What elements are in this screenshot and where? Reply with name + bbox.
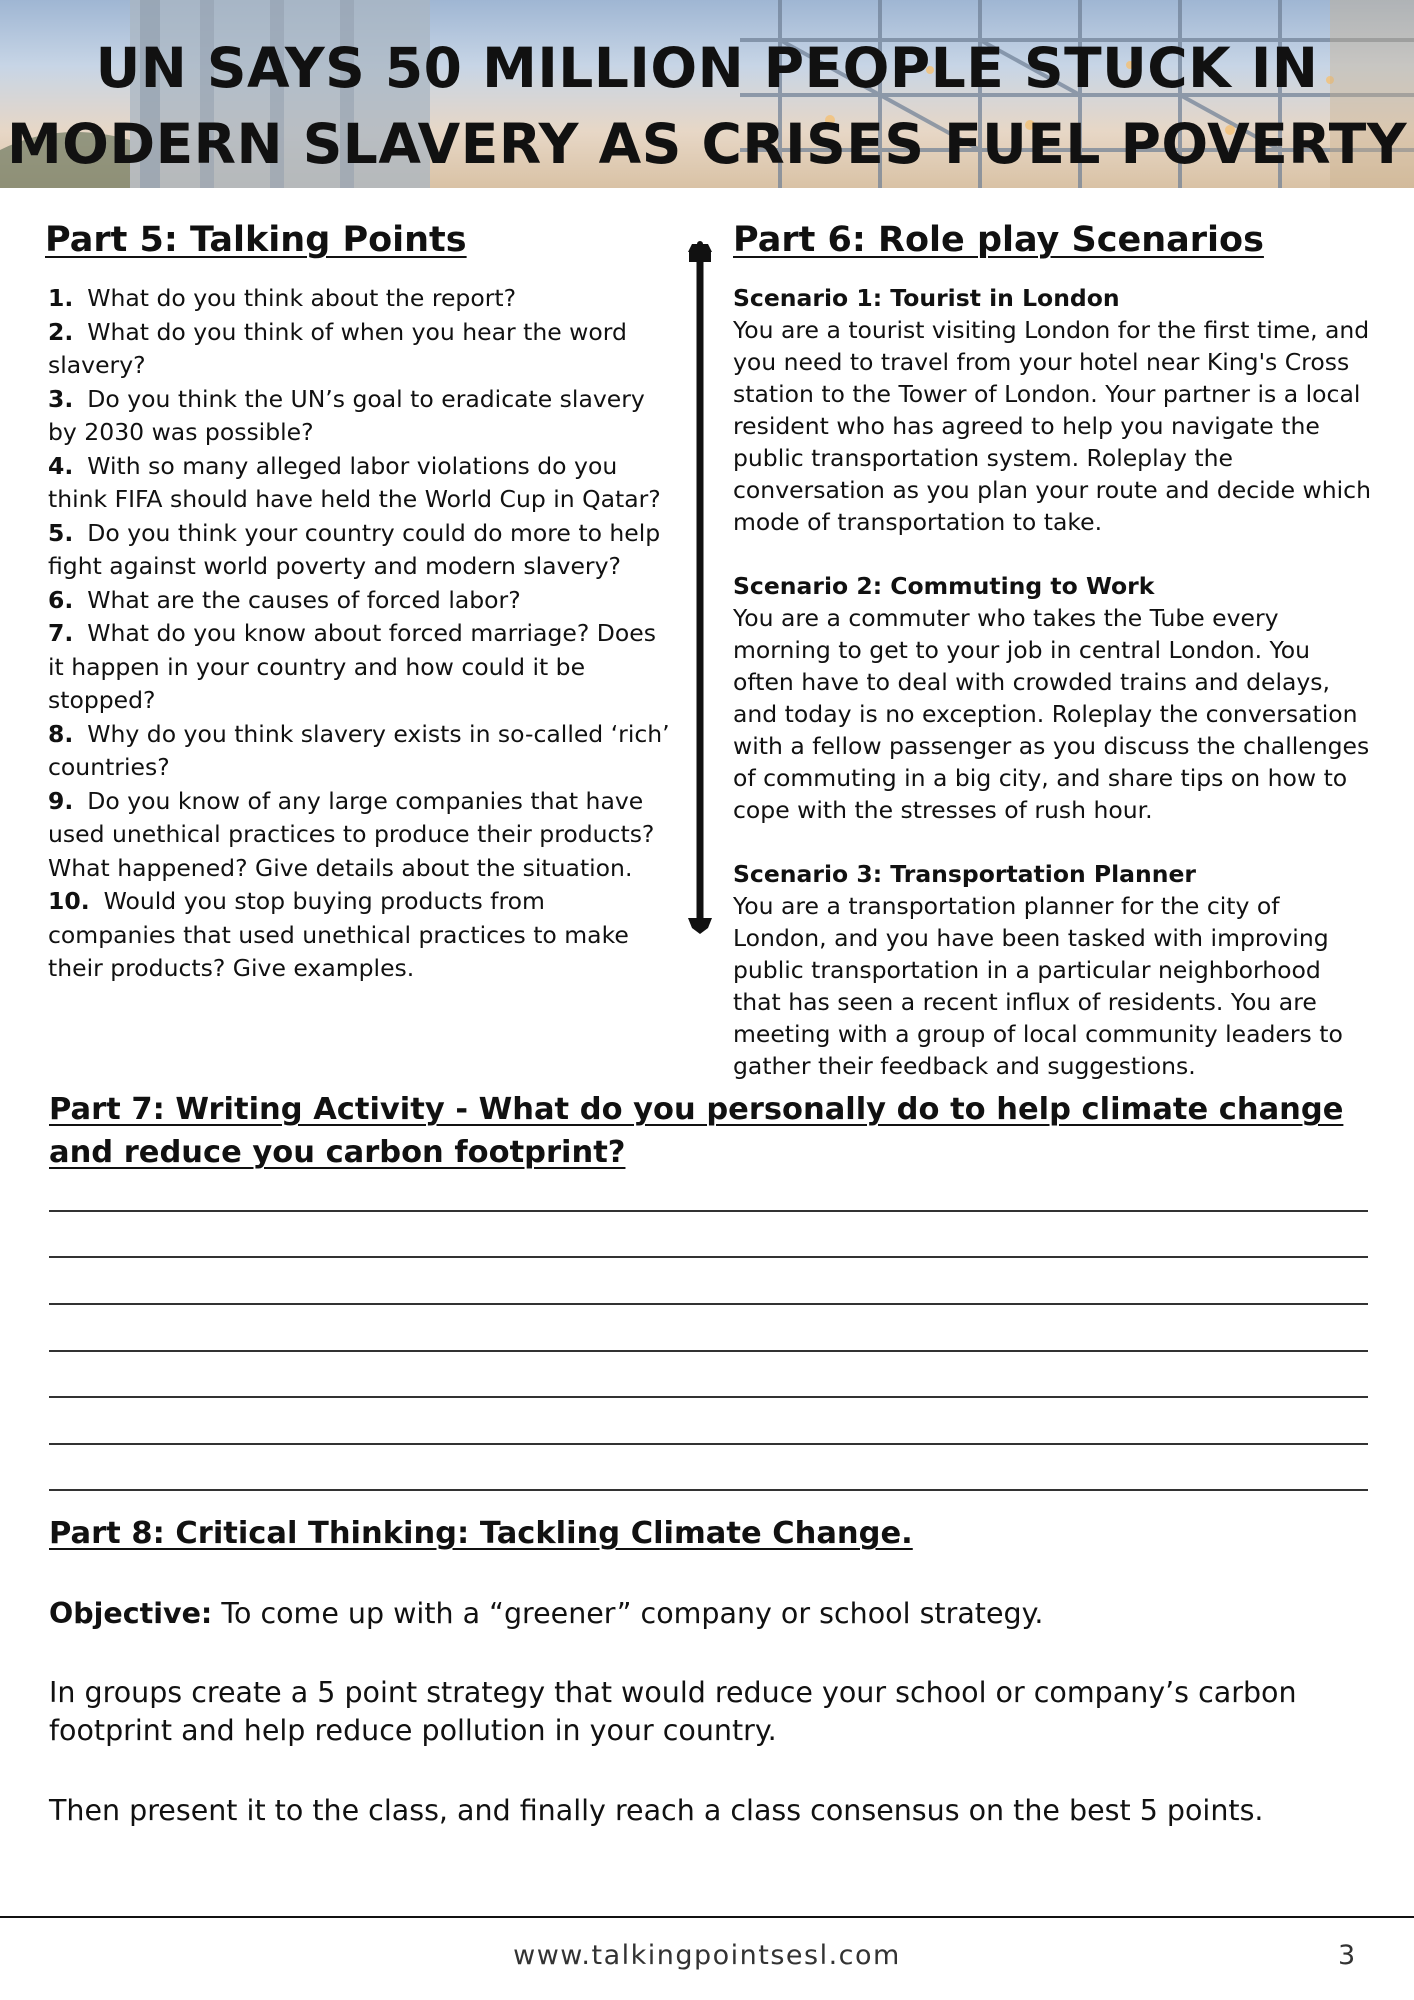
writing-line[interactable] bbox=[49, 1489, 1368, 1491]
page-number: 3 bbox=[1338, 1940, 1356, 1971]
writing-line[interactable] bbox=[49, 1396, 1368, 1398]
part7-heading: Part 7: Writing Activity - What do you personally do to help climate change and reduce you carbon footprint? bbox=[49, 1092, 1344, 1170]
item-text: What do you know about forced marriage? Does it happen in your country and how could it be stopped? bbox=[48, 619, 656, 714]
footer-divider bbox=[0, 1916, 1414, 1918]
list-item bbox=[48, 316, 670, 383]
page-title-line-1: UN SAYS 50 MILLION PEOPLE STUCK IN bbox=[95, 36, 1319, 100]
item-text: Do you think the UN’s goal to eradicate slavery by 2030 was possible? bbox=[48, 384, 645, 446]
writing-line[interactable] bbox=[49, 1210, 1368, 1212]
part5-heading: Part 5: Talking Points bbox=[45, 220, 467, 260]
item-text: With so many alleged labor violations do you think FIFA should have held the World Cup in Qatar? bbox=[48, 451, 661, 513]
scenario-text: You are a commuter who takes the Tube every morning to get to your job in central London. You often have to deal with crowded trains and delays, and today is no exception. Roleplay the conversation with a fellow passenger as you discuss the challenges of commuting in a big city, and share tips on how to cope with the stresses of rush hour. bbox=[733, 604, 1370, 824]
roleplay-scenarios bbox=[733, 282, 1373, 1114]
list-item bbox=[48, 383, 670, 450]
objective-label: Objective: bbox=[49, 1597, 213, 1630]
list-item bbox=[48, 450, 670, 517]
list-item bbox=[48, 282, 670, 316]
part8-heading: Part 8: Critical Thinking: Tackling Climate Change. bbox=[49, 1516, 913, 1551]
instructions-paragraph: In groups create a 5 point strategy that would reduce your school or company’s carbon footprint and help reduce pollution in your country. bbox=[49, 1676, 1297, 1747]
presentation-paragraph: Then present it to the class, and finally reach a class consensus on the best 5 points. bbox=[49, 1794, 1264, 1827]
item-number: 7. bbox=[48, 619, 74, 647]
item-number: 9. bbox=[48, 786, 74, 815]
header-banner bbox=[0, 0, 1414, 188]
item-text: Do you know of any large companies that have used unethical practices to produce their products? What happened? Give details about the situation. bbox=[48, 786, 655, 882]
list-item bbox=[48, 785, 670, 886]
item-number: 6. bbox=[48, 585, 74, 614]
scenario-text: You are a tourist visiting London for the first time, and you need to travel from your hotel near King's Cross station to the Tower of London. Your partner is a local resident who has agreed to help you navigate the public transportation system. Roleplay the conversation as you plan your route and decide which mode of transportation to take. bbox=[733, 316, 1371, 536]
list-item bbox=[48, 885, 670, 986]
scenario-card bbox=[733, 282, 1373, 538]
list-item bbox=[48, 718, 670, 785]
item-number: 3. bbox=[48, 384, 74, 413]
scenario-text: You are a transportation planner for the city of London, and you have been tasked with improving public transportation in a particular neighborhood that has seen a recent influx of residents. You are meeting with a group of local community leaders to gather their feedback and suggestions. bbox=[733, 892, 1343, 1080]
item-text: What do you think about the report? bbox=[87, 284, 517, 312]
item-text: What do you think of when you hear the word slavery? bbox=[48, 317, 627, 379]
scenario-card bbox=[733, 858, 1373, 1082]
item-number: 4. bbox=[48, 451, 74, 480]
item-text: What are the causes of forced labor? bbox=[87, 585, 521, 614]
item-number: 8. bbox=[48, 719, 74, 748]
item-text: Do you think your country could do more to help fight against world poverty and modern slavery? bbox=[48, 518, 661, 580]
objective-paragraph bbox=[49, 1595, 1369, 1633]
scenario-title: Scenario 3: Transportation Planner bbox=[733, 860, 1197, 888]
page-title-line-2: MODERN SLAVERY AS CRISES FUEL POVERTY bbox=[6, 112, 1408, 176]
item-number: 10. bbox=[48, 887, 90, 915]
column-divider bbox=[680, 240, 720, 940]
scenario-title: Scenario 1: Tourist in London bbox=[733, 284, 1120, 312]
item-number: 1. bbox=[48, 284, 74, 312]
footer-website-link[interactable]: www.talkingpointsesl.com bbox=[513, 1940, 901, 1971]
item-text: Would you stop buying products from companies that used unethical practices to make their products? Give examples. bbox=[48, 887, 629, 982]
writing-line[interactable] bbox=[49, 1350, 1368, 1352]
writing-line[interactable] bbox=[49, 1303, 1368, 1305]
item-number: 5. bbox=[48, 518, 74, 547]
scenario-title: Scenario 2: Commuting to Work bbox=[733, 572, 1155, 600]
page-title bbox=[0, 30, 1414, 182]
objective-text: To come up with a “greener” company or school strategy. bbox=[212, 1597, 1044, 1630]
list-item bbox=[48, 517, 670, 584]
item-number: 2. bbox=[48, 317, 74, 346]
part6-heading: Part 6: Role play Scenarios bbox=[733, 220, 1264, 260]
item-text: Why do you think slavery exists in so-called ‘rich’ countries? bbox=[48, 719, 670, 781]
list-item bbox=[48, 584, 670, 618]
writing-line[interactable] bbox=[49, 1443, 1368, 1445]
writing-line[interactable] bbox=[49, 1256, 1368, 1258]
talking-points-list bbox=[48, 282, 670, 986]
scenario-card bbox=[733, 570, 1373, 826]
list-item bbox=[48, 617, 670, 718]
